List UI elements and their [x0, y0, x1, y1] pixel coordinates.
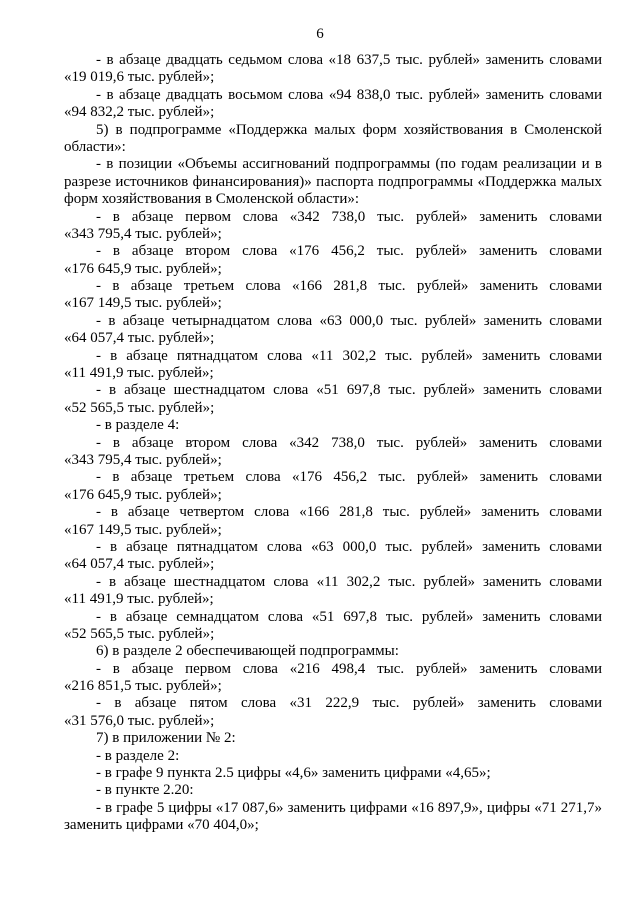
text-line: «94 832,2 тыс. рублей»;: [64, 104, 215, 121]
text-line: «167 149,5 тыс. рублей»;: [64, 295, 222, 312]
text-line: «11 491,9 тыс. рублей»;: [64, 365, 214, 382]
text-line: «31 576,0 тыс. рублей»;: [64, 712, 215, 729]
text-line: заменить цифрами «70 404,0»;: [64, 817, 259, 834]
text-line: - в абзаце третьем слова «166 281,8 тыс. рублей» заменить словами: [96, 278, 602, 295]
text-line: «176 645,9 тыс. рублей»;: [64, 486, 222, 503]
text-line: - в позиции «Объемы ассигнований подпрограммы (по годам реализации и в: [96, 156, 602, 173]
text-line: «52 565,5 тыс. рублей»;: [64, 625, 215, 642]
text-line: «52 565,5 тыс. рублей»;: [64, 399, 215, 416]
text-line: - в разделе 2:: [96, 747, 180, 764]
text-line: - в абзаце четырнадцатом слова «63 000,0 тыс. рублей» заменить словами: [96, 312, 602, 329]
text-line: «64 057,4 тыс. рублей»;: [64, 330, 215, 347]
text-line: - в абзаце пятнадцатом слова «63 000,0 тыс. рублей» заменить словами: [96, 538, 602, 555]
text-line: - в абзаце семнадцатом слова «51 697,8 тыс. рублей» заменить словами: [96, 608, 602, 625]
text-line: «343 795,4 тыс. рублей»;: [64, 451, 222, 468]
text-line: области»:: [64, 138, 126, 155]
text-line: разрезе источников финансирования)» паспорта подпрограммы «Поддержка малых: [64, 173, 602, 190]
page-number: 6: [316, 26, 324, 42]
document-body: [64, 52, 602, 835]
text-line: 7) в приложении № 2:: [96, 730, 236, 747]
text-line: - в абзаце четвертом слова «166 281,8 тыс. рублей» заменить словами: [96, 504, 602, 521]
text-line: - в абзаце шестнадцатом слова «51 697,8 тыс. рублей» заменить словами: [96, 382, 602, 399]
text-line: 5) в подпрограмме «Поддержка малых форм хозяйствования в Смоленской: [96, 121, 602, 138]
text-line: 6) в разделе 2 обеспечивающей подпрограммы:: [96, 643, 399, 660]
text-line: - в абзаце пятом слова «31 222,9 тыс. рублей» заменить словами: [96, 695, 602, 712]
text-line: - в графе 5 цифры «17 087,6» заменить цифрами «16 897,9», цифры «71 271,7»: [96, 799, 602, 816]
text-line: «216 851,5 тыс. рублей»;: [64, 678, 222, 695]
text-line: «176 645,9 тыс. рублей»;: [64, 260, 222, 277]
text-line: - в графе 9 пункта 2.5 цифры «4,6» заменить цифрами «4,65»;: [96, 765, 491, 782]
text-line: «19 019,6 тыс. рублей»;: [64, 69, 215, 86]
text-line: - в абзаце шестнадцатом слова «11 302,2 тыс. рублей» заменить словами: [96, 573, 602, 590]
text-line: - в абзаце двадцать седьмом слова «18 637,5 тыс. рублей» заменить словами: [96, 52, 602, 68]
text-line: «11 491,9 тыс. рублей»;: [64, 591, 214, 608]
text-line: - в абзаце пятнадцатом слова «11 302,2 тыс. рублей» заменить словами: [96, 347, 602, 364]
text-line: - в абзаце первом слова «342 738,0 тыс. рублей» заменить словами: [96, 208, 602, 225]
text-line: - в абзаце двадцать восьмом слова «94 838,0 тыс. рублей» заменить словами: [96, 86, 602, 103]
text-line: форм хозяйствования в Смоленской области»:: [64, 191, 360, 208]
text-line: - в абзаце втором слова «176 456,2 тыс. рублей» заменить словами: [96, 243, 602, 260]
text-line: «343 795,4 тыс. рублей»;: [64, 225, 222, 242]
text-line: - в разделе 4:: [96, 417, 180, 434]
text-line: «64 057,4 тыс. рублей»;: [64, 556, 215, 573]
text-line: - в абзаце первом слова «216 498,4 тыс. рублей» заменить словами: [96, 660, 602, 677]
text-line: - в пункте 2.20:: [96, 782, 194, 799]
text-line: «167 149,5 тыс. рублей»;: [64, 521, 222, 538]
text-line: - в абзаце третьем слова «176 456,2 тыс. рублей» заменить словами: [96, 469, 602, 486]
text-line: - в абзаце втором слова «342 738,0 тыс. рублей» заменить словами: [96, 434, 602, 451]
